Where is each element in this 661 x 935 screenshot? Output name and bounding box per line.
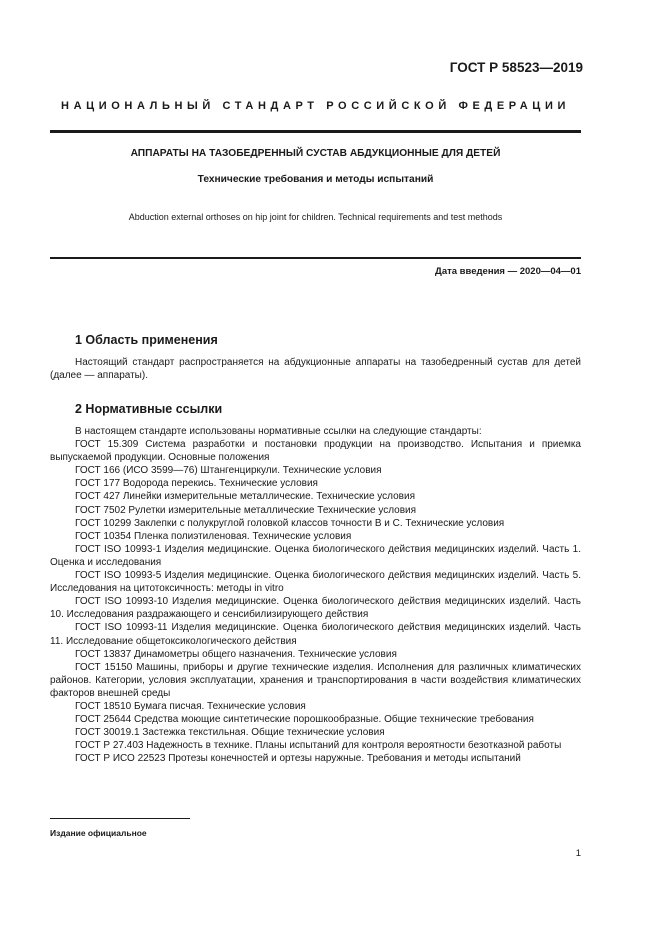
reference-item: ГОСТ 18510 Бумага писчая. Технические условия <box>75 700 306 712</box>
reference-item: ГОСТ 15.309 Система разработки и постановки продукции на производство. Испытания и приемка выпускаемой продукции. Основные положения <box>50 439 581 464</box>
english-title: Abduction external orthoses on hip joint for children. Technical requirements and test methods <box>128 212 503 222</box>
national-standard-banner: НАЦИОНАЛЬНЫЙ СТАНДАРТ РОССИЙСКОЙ ФЕДЕРАЦИИ <box>61 100 570 112</box>
introduction-date: Дата введения — 2020—04—01 <box>435 266 581 277</box>
normative-references-list <box>50 425 581 765</box>
reference-item: ГОСТ 25644 Средства моющие синтетические порошкообразные. Общие технические требования <box>75 714 534 726</box>
reference-item: ГОСТ 7502 Рулетки измерительные металлические Технические условия <box>75 504 417 516</box>
reference-item: ГОСТ 177 Водорода перекись. Технические условия <box>75 478 318 490</box>
section-2-heading: 2 Нормативные ссылки <box>75 402 223 416</box>
reference-item: ГОСТ ISO 10993-1 Изделия медицинские. Оценка биологического действия медицинских изделий. Часть 1. Оценка и исследования <box>50 543 581 568</box>
title-divider <box>50 257 581 259</box>
paragraph: Настоящий стандарт распространяется на абдукционные аппараты на тазобедренный сустав для детей (далее — аппараты). <box>50 357 581 382</box>
reference-item: ГОСТ Р 27.403 Надежность в технике. Планы испытаний для контроля вероятности безотказной работы <box>75 740 562 752</box>
header-divider <box>50 130 581 133</box>
reference-item: ГОСТ Р ИСО 22523 Протезы конечностей и ортезы наружные. Требования и методы испытаний <box>75 753 521 765</box>
page-number: 1 <box>575 848 581 859</box>
reference-item: ГОСТ 10299 Заклепки с полукруглой головкой классов точности В и С. Технические условия <box>75 517 505 529</box>
reference-item: ГОСТ ISO 10993-5 Изделия медицинские. Оценка биологического действия медицинских изделий. Часть 5. Исследования на цитотоксичность: методы in vitro <box>50 570 581 595</box>
edition-note: Издание официальное <box>50 828 147 838</box>
reference-item: ГОСТ ISO 10993-10 Изделия медицинские. Оценка биологического действия медицинских изделий. Часть 10. Исследования раздражающего и сенсибилизирующего действия <box>50 596 581 621</box>
section-1-text <box>50 356 581 382</box>
document-title: АППАРАТЫ НА ТАЗОБЕДРЕННЫЙ СУСТАВ АБДУКЦИОННЫЕ ДЛЯ ДЕТЕЙ <box>130 148 501 159</box>
document-code: ГОСТ Р 58523—2019 <box>449 60 583 75</box>
reference-item: ГОСТ 10354 Пленка полиэтиленовая. Технические условия <box>75 530 352 542</box>
section-1-heading: 1 Область применения <box>75 333 218 347</box>
reference-item: ГОСТ 15150 Машины, приборы и другие технические изделия. Исполнения для различных климатических районов. Категории, условия эксплуатации, хранения и транспортирования в части воздействия климатических факторов внешней среды <box>50 661 581 699</box>
reference-item: ГОСТ ISO 10993-11 Изделия медицинские. Оценка биологического действия медицинских изделий. Часть 11. Исследование общетоксикологического действия <box>50 622 581 647</box>
reference-item: ГОСТ 166 (ИСО 3599—76) Штангенциркули. Технические условия <box>75 465 382 477</box>
reference-intro: В настоящем стандарте использованы нормативные ссылки на следующие стандарты: <box>75 426 482 437</box>
footer-divider <box>50 818 190 819</box>
reference-item: ГОСТ 13837 Динамометры общего назначения. Технические условия <box>75 648 397 660</box>
reference-item: ГОСТ 427 Линейки измерительные металлические. Технические условия <box>75 491 415 503</box>
document-subtitle: Технические требования и методы испытаний <box>197 174 434 185</box>
reference-item: ГОСТ 30019.1 Застежка текстильная. Общие технические условия <box>75 727 385 739</box>
